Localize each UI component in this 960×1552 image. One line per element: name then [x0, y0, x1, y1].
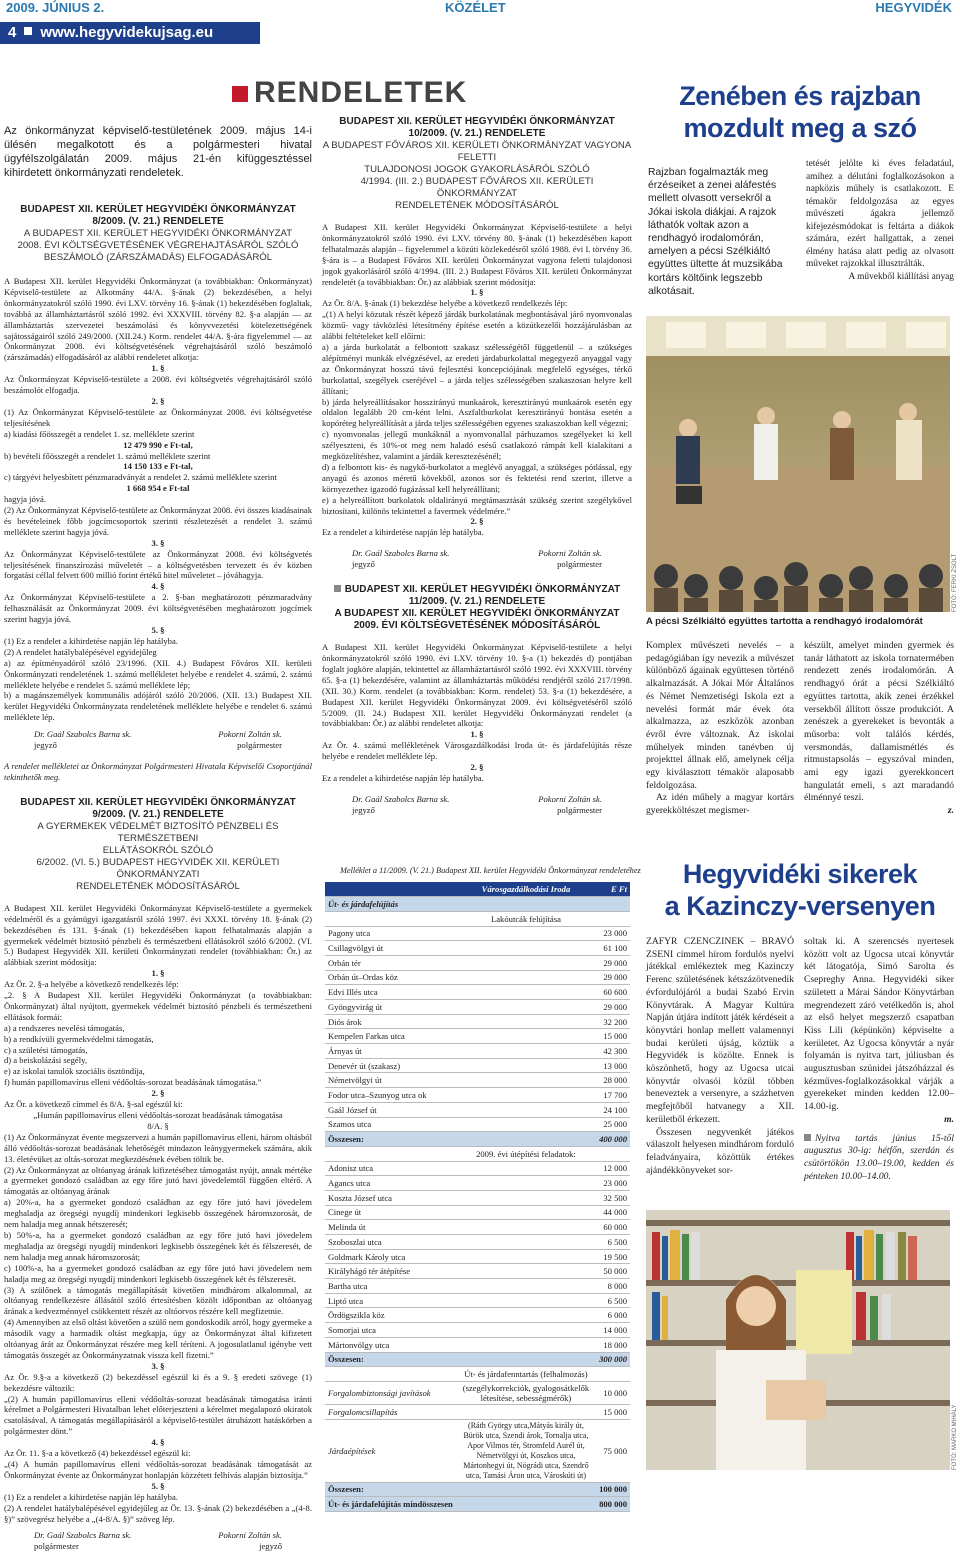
table-subheader-row	[325, 1146, 630, 1161]
article-number: 5. §	[151, 1480, 165, 1491]
item-detail: (Ráth György utca,Mátyás király út, Bürök utca, Szendi árok, Tornalja utca, Apor Vilmos tér, Stromfeld Aurél út, Németvölgyi út, Koszkos utca, Mártonhegyi út, Nógrádi utca, Szendrő utca, Tamási Áron utca, Városkúti út)	[456, 1419, 596, 1482]
table-cell	[456, 1235, 596, 1250]
total-label: Összesen:	[325, 1482, 456, 1497]
list-item: a) a rendszeres nevelési támogatás,	[4, 1022, 125, 1033]
article-number: 5. §	[151, 625, 165, 635]
table-row	[325, 1161, 630, 1176]
street-name: Liptó utca	[325, 1293, 456, 1308]
amount: 15 000	[596, 1404, 630, 1419]
signature-names: Dr. Gaál Szabolcs Barna sk. Pokorni Zoltán sk.	[352, 548, 602, 559]
paragraph: „2. § A Budapest XII. kerület Hegyvidéki Önkormányzat (a továbbiakban: Önkormányzat) által nyújtott, gyermekek védelmét biztosító pénzbeli és természetbeni ellátások formái:	[4, 990, 312, 1022]
list-item: f) humán papillomavírus elleni védőoltás-sorozat beadásának támogatása.”	[4, 1077, 262, 1088]
table-row	[325, 1419, 630, 1482]
r11-title-2: 2009. ÉVI KÖLTSÉGVETÉSÉNEK MÓDOSÍTÁSÁRÓL	[353, 620, 601, 632]
paragraph: c) 100%-a, ha a gyermeket gondozó családban az egy főre jutó havi jövedelem nem haladja meg az öregségi nyugdíj mindenkori legkisebb összegének két és félszeresét.	[4, 1262, 312, 1284]
table-row	[325, 1337, 630, 1352]
r9-subtitle-3: 6/2002. (VI. 5.) BUDAPEST HEGYVIDÉK XII. KERÜLETI ÖNKORMÁNYZATI	[36, 856, 280, 880]
subheader-label: Lakóutcák felújítása	[456, 911, 596, 926]
r10-subtitle-2: TULAJDONOSI JOGOK GYAKORLÁSÁRÓL SZÓLÓ	[364, 164, 590, 175]
paragraph: a) a járda burkolatát a felbontott szakasz szélességétől függetlenül – a szükséges alépítményi munkák elvégzésével, az eredeti járdaburkolattal megegyező anyaggal vagy az Önkormányzat hosszú távú fejlesztési koncepciójának megfelelő egységes, térkő burkolattal, szegélyek cseréjével – a járda teljes szélességében szakaszosan helyre kell állítani;	[322, 341, 632, 396]
article-number: 1. §	[151, 968, 165, 979]
paragraph: A Budapest XII. kerület Hegyvidéki Önkormányzat Képviselő-testülete a gyermekek védelméről és a gyámügyi igazgatásról szóló 1997. évi XXXI. törvény 18. §-ának (2) bekezdésében és 131. §-ának (1) bekezdésében kapott felhatalmazás alapján a gyermekek védelmét biztosító pénzbeli és természetbeni ellátásokról szóló 6/2002. (VI. 5.) Budapest Hegyvidék XII. kerületi Önkormányzati rendelet (továbbiakban: Ör.) az alábbiak szerint módosítja:	[4, 902, 312, 968]
table-cell	[456, 1044, 596, 1059]
street-name: Somorjai utca	[325, 1323, 456, 1338]
page-number-bar	[0, 22, 260, 44]
table-cell	[456, 1014, 596, 1029]
table-cell	[456, 955, 596, 970]
paragraph: (3) A szülőnek a támogatás megállapítását követően mindhárom alkalommal, az oltóanyag rendelkezésre állásától szóló értesítésben közölt időpontban az oltóanyag árának a kedvezménnyel csökkentett részét az oltóorvos részére kell megfizetnie.	[4, 1284, 312, 1317]
table-cell	[456, 1293, 596, 1308]
table-row	[325, 1381, 630, 1404]
paragraph: (2) Az Önkormányzat Képviselő-testülete az Önkormányzat 2008. évi összes kiadásainak és bevételeinek főbb jogcímcsoportok szerinti részletezését a rendelet 3. számú melléklete szerint hagyja jóvá.	[4, 505, 312, 537]
paragraph: „(1) A helyi közutak részét képező járdák burkolatának megbontásával járó nyomvonalas közmű- vagy távközlési létesítmény építése esetén a közútkezelői hozzájárulásban az alábbi feltételeket kell előírni:	[322, 309, 632, 342]
paragraph: (1) Az Önkormányzat évente megszervezi a humán papillomavírus elleni, három oltásból álló védőoltás-sorozat beadásának lehetőségét mindazon leánygyermekek számára, akik 13. életévüket az oltás-sorozat megkezdésének évében töltik be.	[4, 1131, 312, 1164]
grand-total-amount: 800 000	[596, 1497, 630, 1512]
photo-caption: A pécsi Szélkiáltó együttes tartotta a rendhagyó irodalomórát	[646, 616, 923, 627]
table-cell	[456, 1264, 596, 1279]
paragraph: Az Önkormányzat Képviselő-testülete a 2008. évi költségvetés végrehajtásáról szóló beszámolót elfogadja.	[4, 374, 312, 396]
table-cell	[456, 1352, 596, 1367]
r8-number: 8/2009. (V. 21.) RENDELETE	[92, 216, 224, 227]
article-number: 2. §	[151, 395, 165, 406]
paragraph: „(4) A humán papillomavírus elleni védőoltás-sorozat beadásának támogatását az Önkormányzat évente az Önkormányzat honlapján közzétett felhívás alapján biztosítja.”	[4, 1459, 312, 1480]
paragraph: „(2) A humán papillomavírus elleni védőoltás-sorozat beadásának támogatása iránti kérelmet a Polgármesteri Hivatalban lehet előterjeszteni a kérelmet megalapozó okiratok csatolásával. A támogatás megállapításáról a képviselő-testület átruházott hatáskörben a polgármester dönt.”	[4, 1393, 312, 1437]
concert-photo	[646, 316, 950, 612]
table-cell	[456, 1102, 596, 1117]
street-name: Denevér út (szakasz)	[325, 1058, 456, 1073]
table-row	[325, 1404, 630, 1419]
paragraph: d) a felbontott kis- és nagykő-burkolatot a meglévő anyaggal, a szükséges pótlással, egy anyagú és azonos méretű kövekből, azonos sor és fektetési rend szerint, illetve a környezethez igazodó fugázással kell helyreállítani;	[322, 461, 632, 494]
amount: 32 200	[596, 1014, 630, 1029]
amount: 10 000	[596, 1381, 630, 1404]
table-header-unit: E Ft	[596, 882, 630, 897]
r11-heading: BUDAPEST XII. KERÜLET HEGYVIDÉKI ÖNKORMÁNYZAT	[322, 584, 632, 596]
table-cell	[456, 1088, 596, 1103]
paragraph: Az Ör. 2. §-a helyébe a következő rendelkezés lép:	[4, 979, 179, 990]
table-row	[325, 1293, 630, 1308]
table-cell	[456, 1279, 596, 1294]
paragraph: Az Ör. 8/A. §-ának (1) bekezdése helyébe a következő rendelkezés lép:	[322, 298, 568, 309]
table-row	[325, 1029, 630, 1044]
amount: 29 000	[596, 970, 630, 985]
amount: 6 500	[596, 1235, 630, 1250]
paragraph: 8/A. §	[147, 1120, 169, 1131]
table-cell	[456, 1337, 596, 1352]
table-cell	[456, 1308, 596, 1323]
table-row	[325, 1117, 630, 1132]
r10-subtitle-1: A BUDAPEST FŐVÁROS XII. KERÜLETI ÖNKORMÁNYZAT VAGYONA FELETTI	[322, 140, 632, 163]
table-cell	[456, 1323, 596, 1338]
r11-number: 11/2009. (V. 21.) RENDELETE	[408, 596, 546, 608]
amount: 23 000	[596, 926, 630, 941]
item-label: Járdaépítések	[325, 1419, 456, 1482]
amount: 14 150 133 e Ft-tal,	[123, 461, 193, 472]
paragraph: a) 20%-a, ha a gyermeket gondozó családban az egy főre jutó havi jövedelem meghaladja az öregségi nyugdíj mindenkori legkisebb összegének háromszorosát, de nem haladja meg annak hétszeresét;	[4, 1197, 312, 1230]
street-name: Orbán út–Ordas köz	[325, 970, 456, 985]
article-number: 1. §	[470, 287, 484, 298]
table-row	[325, 970, 630, 985]
street-name: Szoboszlai utca	[325, 1235, 456, 1250]
table-cell	[456, 1117, 596, 1132]
article2-title: Hegyvidéki sikerek a Kazinczy-versenyen	[664, 859, 936, 921]
amount: 12 000	[596, 1161, 630, 1176]
table-cell	[456, 1220, 596, 1235]
street-name: Kempelen Farkas utca	[325, 1029, 456, 1044]
signature-roles: jegyző polgármester	[352, 804, 602, 815]
red-square-icon	[232, 86, 248, 102]
street-name: Szamos utca	[325, 1117, 456, 1132]
r9-subtitle-4: RENDELETÉNEK MÓDOSÍTÁSÁRÓL	[76, 880, 240, 892]
page-header	[0, 0, 960, 20]
article-number: 2. §	[470, 762, 484, 773]
issue-date: 2009. JÚNIUS 2.	[6, 0, 105, 15]
amount: 29 000	[596, 955, 630, 970]
amount: 15 000	[596, 1029, 630, 1044]
table-row	[325, 1308, 630, 1323]
paragraph: b) 50%-a, ha a gyermeket gondozó családban az egy főre jutó havi jövedelem meghaladja az öregségi nyugdíj mindenkori legkisebb összegének két és félszeresét, de nem haladja meg annak háromszorosát;	[4, 1229, 312, 1262]
rendeletek-middle-column	[322, 116, 641, 878]
table-cell	[456, 970, 596, 985]
grand-total-label: Út- és járdafelújítás mindösszesen	[325, 1497, 456, 1512]
article1-text-right: tetését jelölte ki éves feladatául, amihez a délutáni foglalkozásokon a napközis műhely is csatlakozott. E témakör feldolgozása az egyes művészeti ágakra jellemző kifejezésmódokat is feltárta a diákok számára, ezért hallgattak, a zenei élmény hatása alatt pedig az olvasott műveket rajzokkal illusztrálták. A művekből kiállítási anyag	[806, 159, 954, 282]
paragraph: a) kiadási főösszegét a rendelet 1. sz. melléklete szerint	[4, 428, 195, 439]
street-name: Adonisz utca	[325, 1161, 456, 1176]
street-name: Diós árok	[325, 1014, 456, 1029]
r8-subtitle-1: A BUDAPEST XII. KERÜLET HEGYVIDÉKI ÖNKORMÁNYZAT	[23, 228, 293, 239]
table-cell	[325, 1146, 456, 1161]
item-detail: (szegélykorrekciók, gyalogosátkelők létesítése, sebességmérők)	[456, 1381, 596, 1404]
street-name: Mártonvölgy utca	[325, 1337, 456, 1352]
table-section-row	[325, 1367, 630, 1382]
table-row	[325, 985, 630, 1000]
table-row	[325, 1088, 630, 1103]
library-photo	[646, 1210, 950, 1470]
bullet-icon	[804, 1134, 811, 1141]
paragraph: Ez a rendelet a kihirdetése napján lép hatályba.	[322, 527, 484, 538]
table-cell	[456, 1205, 596, 1220]
paragraph: b) a magánszemélyek kommunális adójáról szóló 20/2006. (XII. 13.) Budapest XII. kerület Hegyvidéki Önkormányzata rendeletének melléklete helyébe e rendelet 6. számú melléklete lép.	[4, 690, 312, 723]
amount: 19 500	[596, 1249, 630, 1264]
table-total-row	[325, 1482, 630, 1497]
street-name: Cinege út	[325, 1205, 456, 1220]
table-cell	[456, 1029, 596, 1044]
table-row	[325, 1235, 630, 1250]
street-name: Ördögszikla köz	[325, 1308, 456, 1323]
amount: 25 000	[596, 1117, 630, 1132]
paper-name: HEGYVIDÉK	[875, 0, 952, 15]
list-item: b) a rendkívüli gyermekvédelmi támogatás,	[4, 1033, 154, 1044]
signature-names: Dr. Gaál Szabolcs Barna sk. Pokorni Zoltán sk.	[352, 793, 602, 804]
amount: 18 000	[596, 1337, 630, 1352]
signature-names: Dr. Gaál Szabolcs Barna sk. Pokorni Zoltán sk.	[34, 729, 282, 740]
table-section-row	[325, 897, 630, 912]
r9-subtitle-2: ELLÁTÁSOKRÓL SZÓLÓ	[102, 844, 214, 856]
article-number: 1. §	[151, 363, 165, 374]
r9-heading: BUDAPEST XII. KERÜLET HEGYVIDÉKI ÖNKORMÁNYZAT	[20, 796, 296, 808]
table-row	[325, 1220, 630, 1235]
paragraph: c) nyomvonalas jellegű munkáknál a nyomvonallal párhuzamos szegélyeket ki kell szélyeszteni, és 10%-ot meg nem haladó esésű csatlakozó rámpát kell kialakítani a megközelítéshez, valamint a járdák keresztezésénél;	[322, 429, 632, 462]
street-name: Pagony utca	[325, 926, 456, 941]
amount: 60 000	[596, 1220, 630, 1235]
amount: 32 500	[596, 1190, 630, 1205]
opening-hours: Nyitva tartás június 15-től augusztus 30-ig: hétfőn, szerdán és csütörtökön 13.00–19.00, kedden és pénteken 10.00–14.00.	[804, 1132, 954, 1182]
table-cell	[325, 1367, 456, 1382]
table-cell	[456, 1176, 596, 1191]
table-row	[325, 1102, 630, 1117]
table-cell	[456, 1132, 596, 1147]
table-row	[325, 1264, 630, 1279]
table-row	[325, 1323, 630, 1338]
r11-title-1: A BUDAPEST XII. KERÜLET HEGYVIDÉKI ÖNKORMÁNYZAT	[334, 608, 620, 620]
r9-number: 9/2009. (V. 21.) RENDELETE	[92, 808, 224, 820]
budget-table	[325, 882, 630, 1512]
table-total-row	[325, 1132, 630, 1147]
signature-roles: jegyző polgármester	[352, 559, 602, 570]
article1-title: Zenében és rajzban mozdult meg a szó	[679, 81, 921, 143]
photo-credit-1: FOTÓ: FERKI ZSOLT	[952, 553, 958, 612]
table-header-row	[325, 882, 630, 897]
paragraph: Az Önkormányzat Képviselő-testülete a 2. §-ban meghatározott pénzmaradvány felhasználását az Önkormányzat 2009. évi költségvetésében meghatározott jogcímek szerint hagyja jóvá.	[4, 592, 312, 625]
street-name: Gaál József út	[325, 1102, 456, 1117]
table-cell	[456, 1161, 596, 1176]
street-name: Bartha utca	[325, 1279, 456, 1294]
amount: 6 500	[596, 1293, 630, 1308]
total-amount: 100 000	[596, 1482, 630, 1497]
table-row	[325, 955, 630, 970]
table-row	[325, 1190, 630, 1205]
website-link[interactable]: www.hegyvidekujsag.eu	[40, 24, 214, 41]
table-cell	[456, 1073, 596, 1088]
paragraph: e) a helyreállított burkolatok oldalirányú megtámasztását szükség szerint szegélykővel biztosítani, különös tekintettel a favermek védelmére.”	[322, 494, 632, 516]
paragraph: (2) Az Önkormányzat az oltóanyag árának kifizetéséhez támogatást nyújt, annak mértéke a gyermeket gondozó családban az egy főre jutó havi jövedelemtől függően eltérő. A támogatás az oltóanyag árának	[4, 1164, 312, 1197]
amount: 6 000	[596, 1308, 630, 1323]
article-number: 3. §	[151, 537, 165, 548]
r9-subtitle-1: A GYERMEKEK VÉDELMÉT BIZTOSÍTÓ PÉNZBELI ÉS TERMÉSZETBENI	[37, 820, 279, 844]
total-amount: 400 000	[596, 1132, 630, 1147]
page-number: 4	[8, 24, 17, 41]
article-number: 3. §	[151, 1360, 165, 1371]
article1-lead: Rajzban fogalmazták meg érzéseiket a zenei aláfestés mellett olvasott versekről a Jókai iskola diákjai. A rajzok láthatók voltak azon a rendhagyó irodalomórán, amelyen a pécsi Szélkiáltó együttes ültette át muzsikába kortárs költőink legszebb alkotásait.	[648, 167, 783, 297]
paragraph: a) az építményadóról szóló 23/1996. (XII. 4.) Budapest Főváros XII. kerületi Önkormányzati rendeletének 1. számú mellékletet helyébe e rendelet 4. számú, 2. számú melléklete helyébe e rendelet 5. számú melléklete lép;	[4, 657, 312, 690]
article-number: 4. §	[151, 1437, 165, 1448]
paragraph: (2) A rendelet hatálybalépésével egyidejűleg	[4, 646, 157, 657]
street-name: Agancs utca	[325, 1176, 456, 1191]
amount: 60 600	[596, 985, 630, 1000]
r8-subtitle-2: 2008. ÉVI KÖLTSÉGVETÉSÉNEK VÉGREHAJTÁSÁRÓL SZÓLÓ	[17, 240, 299, 251]
intro-text: Az önkormányzat képviselő-testületének 2009. május 14-i ülésén megalkotott és a polgármesteri hivatal ügyfélszolgálatán 2009. május 21-én kifüggesztéssel kihirdetett önkormányzati rendeletek.	[4, 125, 312, 179]
amount: 12 479 990 e Ft-tal,	[123, 439, 193, 450]
section-label: Út- és járdafelújítás	[325, 897, 456, 912]
item-label: Forgalomcsillapítás	[325, 1404, 456, 1419]
r10-number: 10/2009. (V. 21.) RENDELETE	[408, 128, 546, 139]
amount: 50 000	[596, 1264, 630, 1279]
bullet-icon	[334, 585, 341, 592]
amount: 29 000	[596, 1000, 630, 1015]
table-cell	[456, 1482, 596, 1497]
section-label: Út- és járdafenntartás (felhalmozás)	[456, 1367, 596, 1382]
street-name: Koszta József utca	[325, 1190, 456, 1205]
r8-subtitle-3: BESZÁMOLÓ (ZÁRSZÁMADÁS) ELFOGADÁSÁRÓL	[43, 252, 273, 263]
annex-caption: Melléklet a 11/2009. (V. 21.) Budapest XII. kerület Hegyvidéki Önkormányzat rendeletéhez	[340, 866, 641, 875]
paragraph: c) tárgyévi helyesbített pénzmaradványát a rendelet 2. számú melléklete szerint	[4, 472, 277, 483]
amount: 28 000	[596, 1073, 630, 1088]
concert-photo-image	[646, 316, 950, 612]
paragraph: A Budapest XII. kerület Hegyvidéki Önkormányzat Képviselő-testülete a helyi önkormányzatokról szóló 1990. évi LXV. törvény 80. §-ának (1) bekezdésében kapott felhatalmazás alapján – figyelemmel a közúti közlekedésről szóló 1988. évi I. törvény 36. §-ára is – a Budapest Főváros XII. kerületi Önkormányzat vagyona feletti tulajdonosi jogok gyakorlásáról szóló 4/1994. (III. 2.) Budapest Főváros XII. kerületi Önkormányzat rendeletét (a továbbiakban: Ör.) az alábbiak szerint módosítja:	[322, 222, 632, 287]
table-cell	[456, 1058, 596, 1073]
paragraph: (1) Ez a rendelet a kihirdetése napján lép hatályba.	[4, 1491, 178, 1502]
amount: 23 000	[596, 1176, 630, 1191]
table-row	[325, 1058, 630, 1073]
amount: 44 000	[596, 1205, 630, 1220]
rendeletek-left-column	[4, 124, 312, 1552]
table-cell	[456, 1000, 596, 1015]
amount: 61 100	[596, 941, 630, 956]
table-cell	[596, 1367, 630, 1382]
paragraph: (2) A rendelet hatálybalépésével egyidejűleg az Ör. 13. §-ának (2) bekezdésében a „(4-8. §)” szövegrész helyébe a „(4-8/A. §)” szöveg lép.	[4, 1502, 312, 1524]
list-item: d) a beiskolázási segély,	[4, 1055, 87, 1066]
table-row	[325, 1044, 630, 1059]
table-row	[325, 1279, 630, 1294]
amount: 42 300	[596, 1044, 630, 1059]
paragraph: (4) Amennyiben az első oltást követően a szülő nem gondoskodik arról, hogy gyermeke a második vagy a harmadik oltást megkapja, úgy az Önkormányzat által kifizetett oltóanyag árát az Önkormányzat részére meg kell téríteni. A jogosulatlanul igénybe vett támogatás összegét az Önkormányzatnak vissza kell fizetni.”	[4, 1317, 312, 1360]
paragraph: b) járda helyreállításakor hosszirányú munkaárok, keresztirányú munkaárok esetén egy oldalon legalább 20 cm-ként lelni. Aszfaltburkolat keresztirányú bontása esetén a kopóréteg helyreállítását a járda teljes szélességében egyenes szakaszokban kell végezni;	[322, 396, 632, 429]
street-name: Királyhágó tér átépítése	[325, 1264, 456, 1279]
photo-credit-2: FOTÓ: MARKO MIHÁLY	[952, 1404, 958, 1470]
street-name: Goldmark Károly utca	[325, 1249, 456, 1264]
street-name: Csillagvölgyi út	[325, 941, 456, 956]
paragraph: Az Ör. 9.§-a a következő (2) bekezdéssel egészül ki és a 9. § eredeti szövege (1) bekezdésre változik:	[4, 1371, 312, 1393]
table-row	[325, 1205, 630, 1220]
r10-subtitle-4: RENDELETÉNEK MÓDOSÍTÁSÁRÓL	[395, 200, 559, 211]
table-cell	[456, 1497, 596, 1512]
street-name: Gyöngyvirág út	[325, 1000, 456, 1015]
list-item: c) a születési támogatás,	[4, 1044, 88, 1055]
subheader-label: 2009. évi útépítési feladatok:	[456, 1146, 596, 1161]
paragraph: Az Ör. 4. számú mellékletének Városgazdálkodási Iroda út- és járdafelújítás része helyébe e rendelet melléklete lép.	[322, 740, 632, 762]
amount: 8 000	[596, 1279, 630, 1294]
table-cell	[456, 1190, 596, 1205]
item-label: Forgalombiztonsági javítások	[325, 1381, 456, 1404]
article-number: 2. §	[151, 1088, 165, 1099]
signature-names: Dr. Gaál Szabolcs Barna sk. Pokorni Zoltán sk.	[34, 1530, 282, 1541]
paragraph: Az Ör. a következő címmel és 8/A. §-sal egészül ki:	[4, 1099, 183, 1110]
paragraph: „Humán papillomavírus elleni védőoltás-sorozat beadásának támogatása	[33, 1110, 283, 1120]
table-row	[325, 1249, 630, 1264]
table-cell	[596, 1146, 630, 1161]
paragraph: (1) Az Önkormányzat Képviselő-testülete az Önkormányzat 2008. évi költségvetése teljesítésének	[4, 406, 312, 428]
r8-heading: BUDAPEST XII. KERÜLET HEGYVIDÉKI ÖNKORMÁNYZAT	[20, 204, 296, 215]
signature-roles: jegyző polgármester	[34, 740, 282, 751]
article2-body-left: ZAFYR CZENCZINEK – BRAVÓ ZSENI címmel hírom fordulós nyelvi játékkal emlékeztek meg Kazinczy Ferenc születésének kétszázötvenedik évfordulójáról a budai Szabó Ervin Könyvtárak. A Magyar Kultúra Napján útjára indított játék kérdéseit a könyvtári honlap mellett valamennyi budai kerületi újság, köztük a Hegyvidék is közölte. Ennek is köszönhető, hogy az Ugocsa utcai könyvtár olvasói közül többen beneveztek a versenyre, a százhetven megfejtőből hatvanegy a XII. kerületből érkezett. Összesen negyvenkét játékos válaszolt helyesen mindhárom forduló feladványaira, közöttük értékes ajándékkönyveket sor-	[646, 936, 794, 1176]
paragraph: hagyja jóvá.	[4, 494, 46, 505]
table-header: Városgazdálkodási Iroda	[456, 882, 596, 897]
article-number: 4. §	[151, 581, 165, 592]
paragraph: A Budapest XII. kerület Hegyvidéki Önkormányzat Képviselő-testülete a helyi önkormányzatokról szóló 1990. évi LXV. törvény 10. §-a (1) bekezdés d) pontjában foglalt jogköre alapján, tekintettel az államháztartásról szóló 1992. évi XXXVIII. törvény 65. §-a (1) bekezdésére, valamint az államháztartás működési rendjéről szóló 217/1998. (XII. 30.) Korm. rendelet (a továbbiakban: Korm. rendelet) 53. §-a (1) bekezdésére, a Budapest XII. kerület Hegyvidéki Önkormányzat 2009. évi költségvetéséről szóló 5/2009. (II. 24.) Budapest XII. kerület Hegyvidéki Önkormányzati rendelet (a továbbiakban: Ör.) az alábbi rendeletet alkotja:	[322, 642, 632, 729]
article-number: 1. §	[470, 729, 484, 740]
article2-body-right: soltak ki. A szerencsés nyertesek között volt az Ugocsa utcai könyvtár két látogatója, Simó Sarolta és Csepreghy Anna. Hegyvidéki siker született a Márai Sándor Könyvtárban megrendezett záró vetélkedőn is, ahol az első helyet megszerző csapatban Kiss Lili (képünkön) képviselte a kerületet. Az Ugocsa könyvtár a nyár folyamán is nyitva tart, júliusban és augusztusban szünidei játszóházzal és kézműves-foglalkozásokkal várják a gyerekeket minden kedden 12.00–14.00-ig. m. Nyitva tartás június 15-től augusztus 30-ig: hétfőn, szerdán és csütörtökön 13.00–19.00, kedden és pénteken 10.00–14.00.	[804, 936, 954, 1182]
table-grand-total-row	[325, 1497, 630, 1512]
signature-roles: polgármester jegyző	[34, 1541, 282, 1552]
table-cell	[456, 926, 596, 941]
amount: 17 700	[596, 1088, 630, 1103]
table-row	[325, 941, 630, 956]
street-name: Orbán tér	[325, 955, 456, 970]
street-name: Németvölgyi út	[325, 1073, 456, 1088]
paragraph: Az Ör. 11. §-a a következő (4) bekezdéssel egészül ki:	[4, 1448, 191, 1459]
section-title: RENDELETEK	[232, 76, 432, 110]
total-label: Összesen:	[325, 1352, 456, 1367]
amount: 13 000	[596, 1058, 630, 1073]
article1-body-right: készült, amelyet minden gyermek és tanár láthatott az iskola tornatermében rendezett zenés irodalomórán. A rendhagyó órát a pécsi Szélkiáltó együttes tartotta, akik zenei érzékkel versekből állított össze produkciót. A zenészek a gyerekeket is bevonták a műsorba: volt találós kérdés, versmondás, dallamismétlés és ritmustapsolás – egyszóval minden, ami egy igazi gyerekkoncert hangulatát emeli, s azt maradandó élménnyé teszi. z.	[804, 640, 954, 817]
table-row	[325, 926, 630, 941]
paragraph: A Budapest XII. kerület Hegyvidéki Önkormányzat (a továbbiakban: Önkormányzat) Képviselő-testülete az Alkotmány 44/A. §-ának (2) bekezdésében, a helyi önkormányzatokról szóló 1990. évi LXV. törvény 16. §-ának (1) bekezdésében foglaltak, továbbá az államháztartásról szóló 1992. évi XXXVIII. törvény 82. §-a alapján — az államháztartás szervezetei beszámolási és könyvvezetési kötelezettségének sajátosságairól szóló 249/2000. (XII.24.) Korm. rendelet 44/A. §-ára figyelemmel — az Önkormányzat 2008. évi költségvetésének végrehajtásáról szóló beszámoló (zárszámadás) elfogadásáról az alábbi rendeletet alkotja:	[4, 276, 312, 363]
street-name: Fodor utca–Szunyog utca ok	[325, 1088, 456, 1103]
bullet-square-icon	[24, 27, 32, 35]
table-total-row	[325, 1352, 630, 1367]
total-amount: 300 000	[596, 1352, 630, 1367]
amount: 14 000	[596, 1323, 630, 1338]
table-cell	[456, 941, 596, 956]
paragraph: Az Önkormányzat Képviselő-testülete az Önkormányzat 2008. évi költségvetés teljesítésének finanszírozási műveletét – a költségvetésben tervezett és év közben forgatási céllal felvett 600 millió forint értékű hitel műveletet – jóváhagyja.	[4, 548, 312, 581]
table-cell	[456, 985, 596, 1000]
paragraph: (1) Ez a rendelet a kihirdetése napján lép hatályba.	[4, 635, 178, 646]
paragraph: Ez a rendelet a kihirdetése napján lép hatályba.	[322, 772, 484, 783]
table-row	[325, 1073, 630, 1088]
table-row	[325, 1176, 630, 1191]
article1-body-left: Komplex művészeti nevelés – a pedagógiában így nevezik a művészet különböző ágainak együttesen történő alkalmazását. A Jókai Mór Általános és Német Nemzetiségi Iskola ezt a nevelési formát már évek óta alkalmazza, az eszközök azonban évről évre változnak. Az iskolai műhelyek minden tanévben új projekttel állnak elő, amelynek célja egy kiválasztott témakör alaposabb feldolgozása. Az idén műhely a magyar kortárs gyerekköltészet megismer-	[646, 640, 794, 817]
table-row	[325, 1014, 630, 1029]
r10-heading: BUDAPEST XII. KERÜLET HEGYVIDÉKI ÖNKORMÁNYZAT	[339, 116, 615, 127]
section-label: KÖZÉLET	[445, 0, 506, 15]
list-item: e) az iskolai tanulók szociális ösztöndíja,	[4, 1066, 145, 1077]
article-number: 2. §	[470, 516, 484, 527]
street-name: Melinda út	[325, 1220, 456, 1235]
street-name: Árnyas út	[325, 1044, 456, 1059]
amount: 1 668 954 e Ft-tal	[126, 483, 190, 494]
total-label: Összesen:	[325, 1132, 456, 1147]
amount: 75 000	[596, 1419, 630, 1482]
r10-subtitle-3: 4/1994. (III. 2.) BUDAPEST FŐVÁROS XII. KERÜLETI ÖNKORMÁNYZAT	[360, 176, 594, 199]
paragraph: b) bevételi főösszegét a rendelet 1. számú melléklete szerint	[4, 450, 211, 461]
table-cell	[456, 1249, 596, 1264]
street-name: Edvi Illés utca	[325, 985, 456, 1000]
amount: 24 100	[596, 1102, 630, 1117]
table-subheader-row	[325, 911, 630, 926]
table-row	[325, 1000, 630, 1015]
table-cell	[456, 1404, 596, 1419]
library-photo-image	[646, 1210, 950, 1470]
annex-note: A rendelet mellékletei az Önkormányzat Polgármesteri Hivatala Képviselői Csoportjánál tekinthetők meg.	[4, 760, 312, 782]
